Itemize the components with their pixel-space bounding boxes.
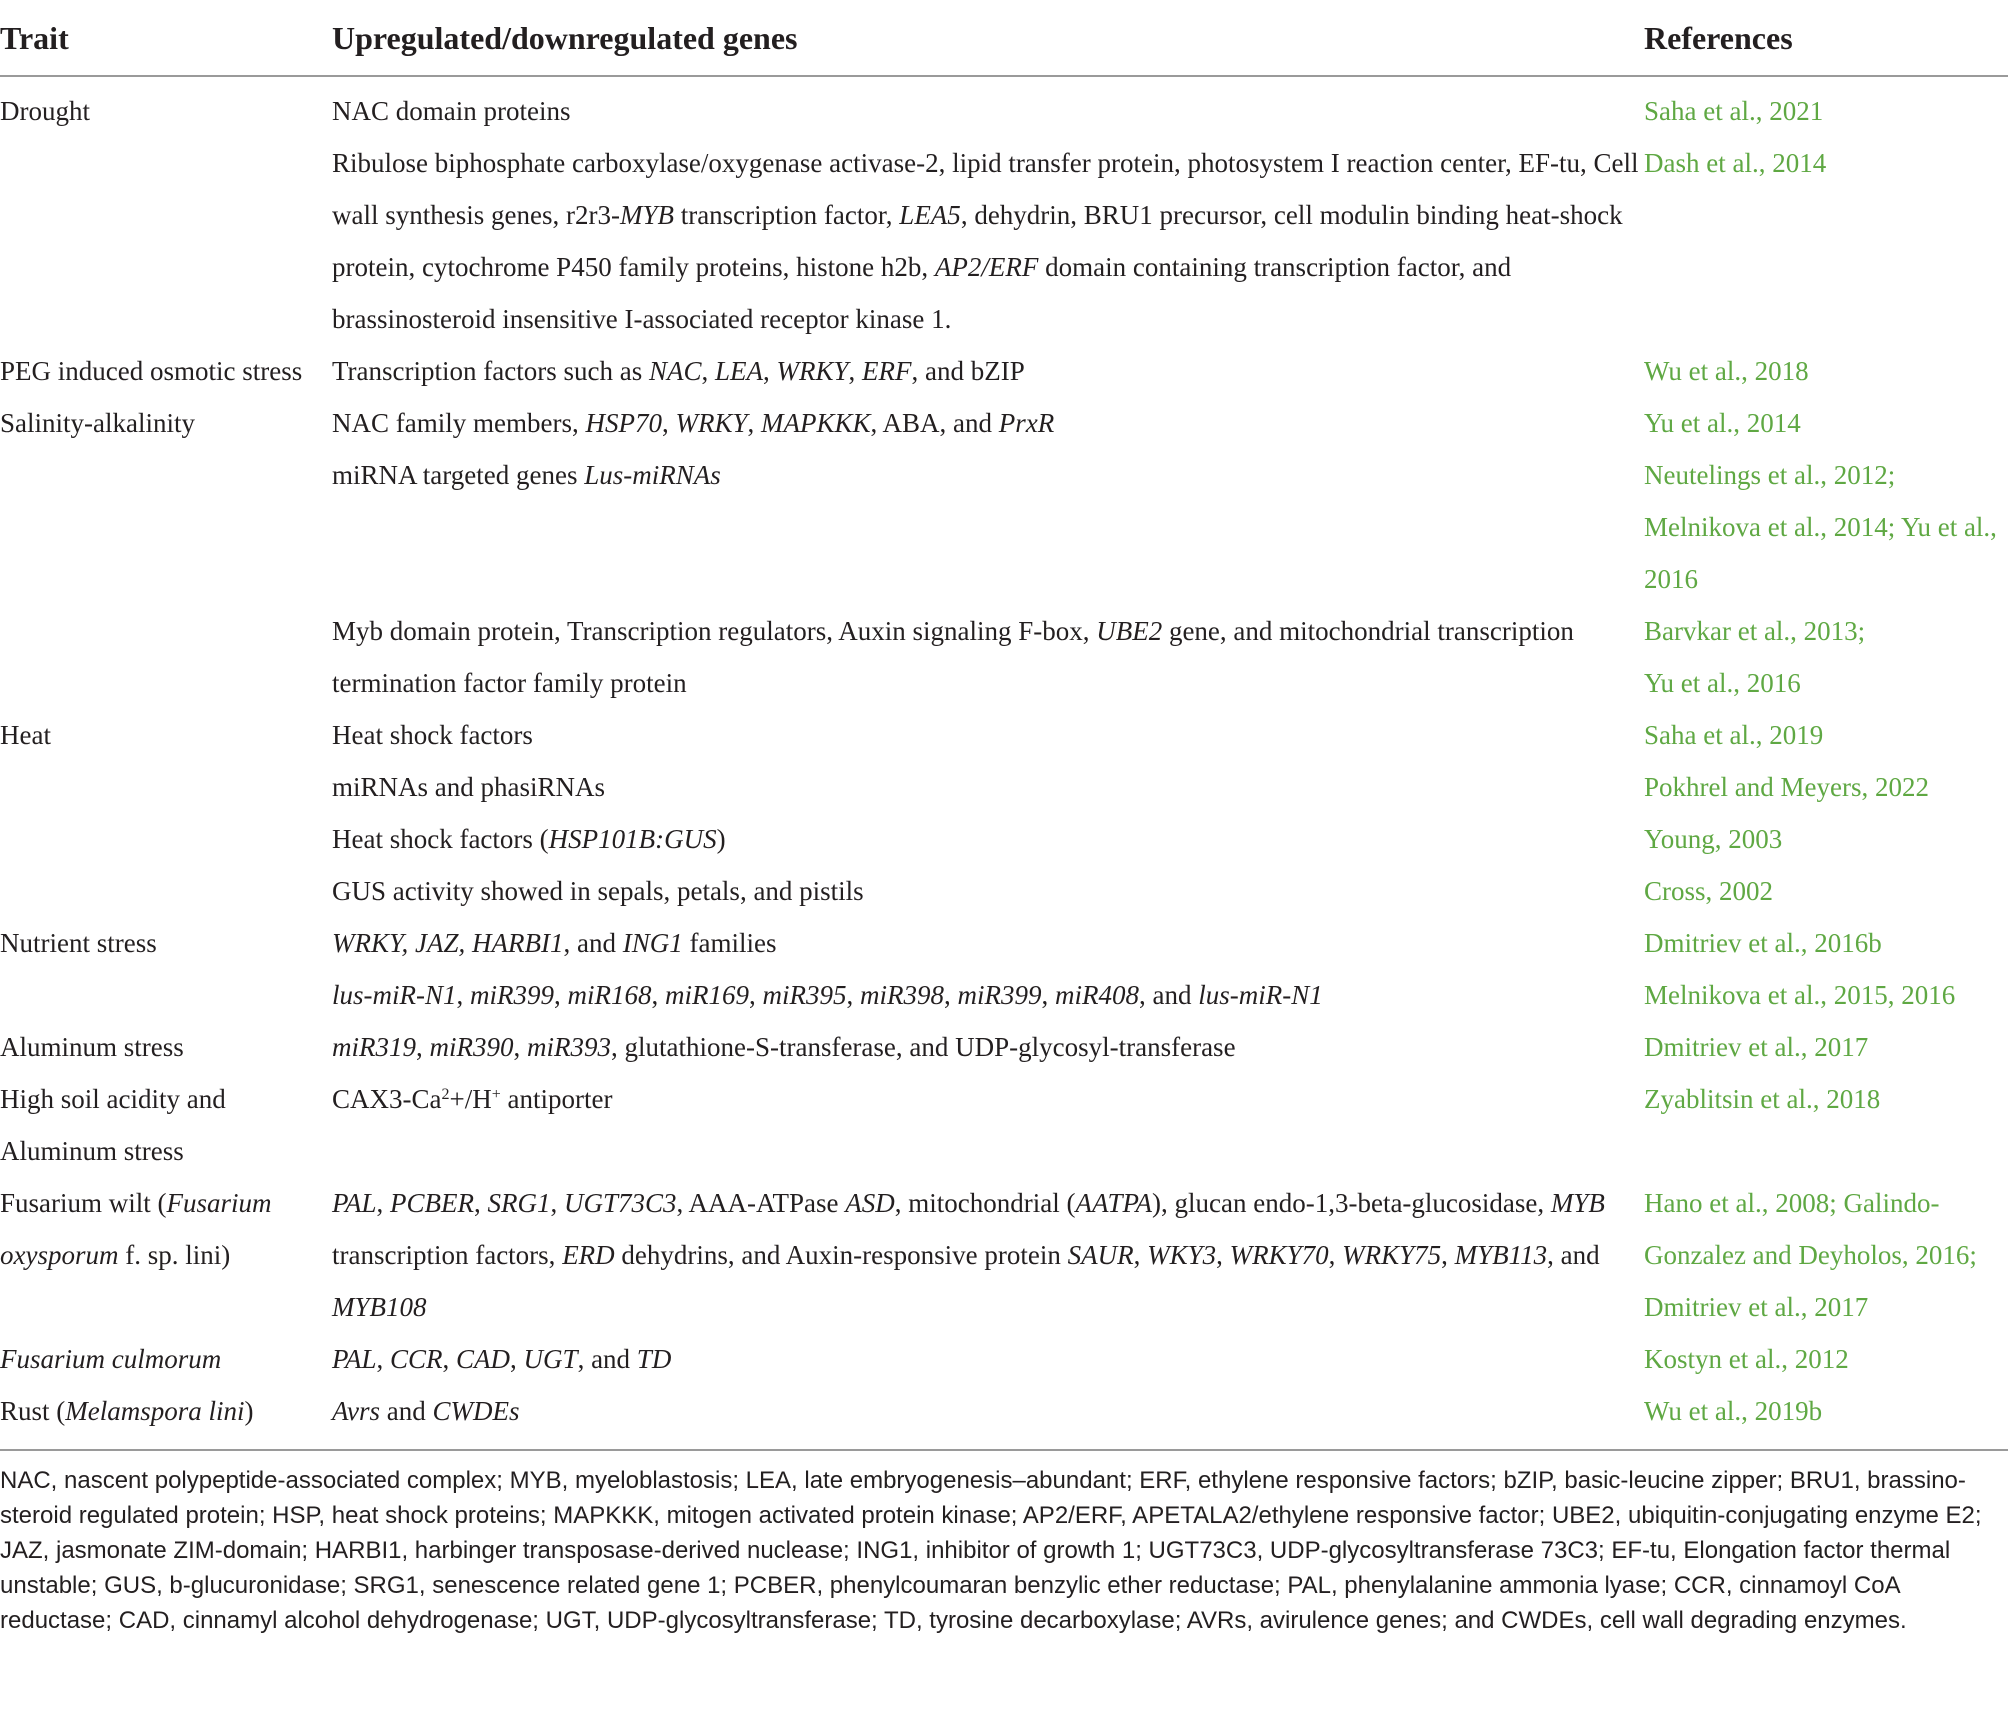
trait-cell: Heat — [0, 720, 51, 750]
table-row — [0, 761, 2008, 813]
reference-link[interactable]: Saha et al., 2019 — [1644, 720, 1824, 750]
table-row — [0, 1177, 2008, 1333]
reference-link[interactable]: Melnikova et al., 2015, 2016 — [1644, 980, 1956, 1010]
table-row — [0, 865, 2008, 917]
genes-cell: NAC family members, HSP70, WRKY, MAPKKK, ABA, and PrxR — [332, 408, 1055, 438]
table-row — [0, 1385, 2008, 1449]
table-footnote: NAC, nascent polypeptide-associated complex; MYB, myeloblastosis; LEA, late embryogenesis–abundant; ERF, ethylene responsive factors; bZIP, basic-leucine zipper; BRU1, brassino-steroid regulated protein; HSP, heat shock proteins; MAPKKK, mitogen activated protein kinase; AP2/ERF, APETALA2/ethylene responsive factor; UBE2, ubiquitin-conjugating enzyme E2; JAZ, jasmonate ZIM-domain; HARBI1, harbinger transposase-derived nuclease; ING1, inhibitor of growth 1; UGT73C3, UDP-glycosyltransferase 73C3; EF-tu, Elongation factor thermal unstable; GUS, b-glucuronidase; SRG1, senescence related gene 1; PCBER, phenylcoumaran benzylic ether reductase; PAL, phenylalanine ammonia lyase; CCR, cinnamoyl CoA reductase; CAD, cinnamyl alcohol dehydrogenase; UGT, UDP-glycosyltransferase; TD, tyrosine decarboxylase; AVRs, avirulence genes; and CWDEs, cell wall degrading enzymes. — [0, 1467, 1982, 1634]
trait-cell — [0, 137, 332, 345]
table-row — [0, 449, 2008, 605]
genes-cell: Myb domain protein, Transcription regulators, Auxin signaling F-box, UBE2 gene, and mitochondrial transcription termination factor family protein — [332, 616, 1574, 698]
reference-link[interactable]: Neutelings et al., 2012; Melnikova et al., 2014; Yu et al., 2016 — [1644, 460, 1997, 594]
table-row — [0, 813, 2008, 865]
genes-cell: WRKY, JAZ, HARBI1, and ING1 families — [332, 928, 777, 958]
header-genes: Upregulated/downregulated genes — [332, 20, 798, 56]
trait-cell: Rust (Melamspora lini) — [0, 1396, 254, 1426]
trait-cell — [0, 813, 332, 865]
genes-cell: PAL, PCBER, SRG1, UGT73C3, AAA-ATPase ASD, mitochondrial (AATPA), glucan endo-1,3-beta-glucosidase, MYB transcription factors, ERD dehydrins, and Auxin-responsive protein SAUR, WKY3, WRKY70, WRKY75, MYB113, and MYB108 — [332, 1188, 1605, 1322]
trait-cell: Nutrient stress — [0, 928, 157, 958]
header-trait: Trait — [0, 20, 69, 56]
genes-cell: PAL, CCR, CAD, UGT, and TD — [332, 1344, 672, 1374]
genes-cell: Transcription factors such as NAC, LEA, WRKY, ERF, and bZIP — [332, 356, 1025, 386]
genes-cell: miRNAs and phasiRNAs — [332, 772, 606, 802]
table-row — [0, 709, 2008, 761]
table-row — [0, 1021, 2008, 1073]
reference-link[interactable]: Saha et al., 2021 — [1644, 96, 1824, 126]
table-row — [0, 605, 2008, 709]
reference-link[interactable]: Cross, 2002 — [1644, 876, 1774, 906]
genes-cell: GUS activity showed in sepals, petals, and pistils — [332, 876, 864, 906]
reference-link[interactable]: Dmitriev et al., 2016b — [1644, 928, 1882, 958]
genes-cell: miR319, miR390, miR393, glutathione-S-transferase, and UDP-glycosyl-transferase — [332, 1032, 1236, 1062]
table-row — [0, 1073, 2008, 1177]
reference-link[interactable]: Dmitriev et al., 2017 — [1644, 1032, 1869, 1062]
table-row — [0, 969, 2008, 1021]
genes-cell: Ribulose biphosphate carboxylase/oxygenase activase-2, lipid transfer protein, photosystem I reaction center, EF-tu, Cell wall synthesis genes, r2r3-MYB transcription factor, LEA5, dehydrin, BRU1 precursor, cell modulin binding heat-shock protein, cytochrome P450 family proteins, histone h2b, AP2/ERF domain containing transcription factor, and brassinosteroid insensitive I-associated receptor kinase 1. — [332, 148, 1639, 334]
reference-link[interactable]: Dash et al., 2014 — [1644, 148, 1827, 178]
trait-cell — [0, 865, 332, 917]
reference-link[interactable]: Wu et al., 2018 — [1644, 356, 1809, 386]
trait-cell — [0, 605, 332, 709]
reference-link[interactable]: Yu et al., 2014 — [1644, 408, 1801, 438]
reference-link[interactable]: Barvkar et al., 2013; — [1644, 616, 1866, 646]
genes-cell: Avrs and CWDEs — [332, 1396, 520, 1426]
table-row — [0, 917, 2008, 969]
header-references: References — [1644, 20, 1793, 56]
reference-link[interactable]: Kostyn et al., 2012 — [1644, 1344, 1849, 1374]
genes-cell: Heat shock factors — [332, 720, 533, 750]
trait-cell: Fusarium wilt (Fusarium oxysporum f. sp. lini) — [0, 1188, 272, 1270]
reference-link[interactable]: Yu et al., 2016 — [1644, 668, 1801, 698]
trait-cell — [0, 761, 332, 813]
reference-link[interactable]: Pokhrel and Meyers, 2022 — [1644, 772, 1929, 802]
trait-cell: Fusarium culmorum — [0, 1344, 222, 1374]
reference-link[interactable]: Young, 2003 — [1644, 824, 1783, 854]
genes-cell: $CAX3-Ca^2+/H^+$ antiporter — [332, 1084, 613, 1114]
header-row — [0, 0, 2008, 76]
trait-cell: Salinity-alkalinity — [0, 408, 195, 438]
genes-cell: Heat shock factors (HSP101B:GUS) — [332, 824, 726, 854]
table-row — [0, 137, 2008, 345]
table-row — [0, 345, 2008, 397]
trait-cell: PEG induced osmotic stress — [0, 356, 303, 386]
reference-link[interactable]: Dmitriev et al., 2017 — [1644, 1292, 1869, 1322]
genes-cell: NAC domain proteins — [332, 96, 571, 126]
trait-cell — [0, 449, 332, 605]
trait-cell: High soil acidity and Aluminum stress — [0, 1084, 226, 1166]
table-row — [0, 76, 2008, 137]
reference-link[interactable]: Wu et al., 2019b — [1644, 1396, 1823, 1426]
trait-cell: Drought — [0, 96, 90, 126]
reference-link[interactable]: Zyablitsin et al., 2018 — [1644, 1084, 1881, 1114]
genes-cell: lus-miR-N1, miR399, miR168, miR169, miR395, miR398, miR399, miR408, and lus-miR-N1 — [332, 980, 1323, 1010]
trait-cell — [0, 969, 332, 1021]
table-row — [0, 1333, 2008, 1385]
reference-link[interactable]: Hano et al., 2008; Galindo-Gonzalez and Deyholos, 2016; — [1644, 1188, 1977, 1270]
genes-cell: miRNA targeted genes Lus-miRNAs — [332, 460, 721, 490]
trait-cell: Aluminum stress — [0, 1032, 184, 1062]
reference-cell — [1644, 605, 2008, 709]
reference-cell — [1644, 1177, 2008, 1333]
table-row — [0, 397, 2008, 449]
